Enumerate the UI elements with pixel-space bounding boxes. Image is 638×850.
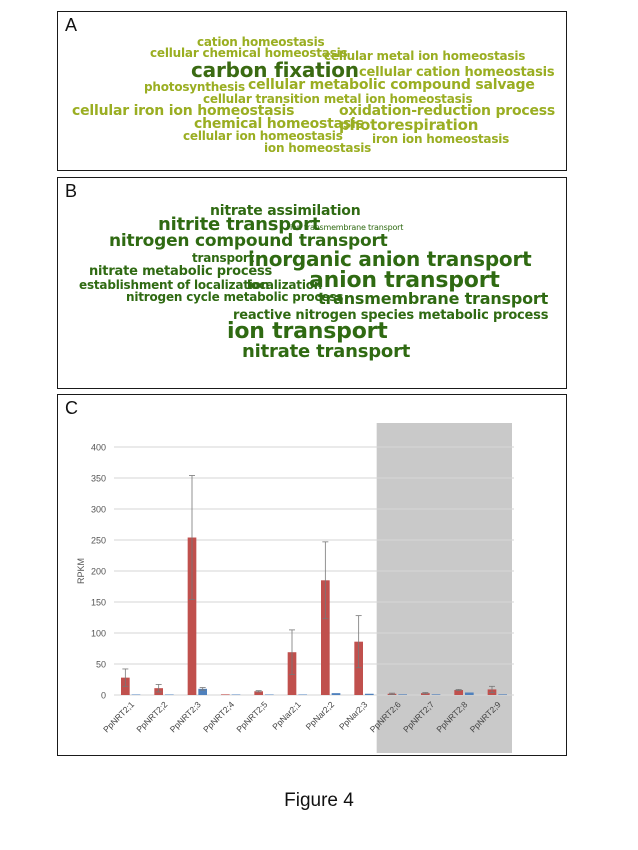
y-tick-label: 400 [90,442,106,453]
panel-c [57,394,567,756]
x-tick-label: PpNRT2;7 [401,699,437,735]
y-tick-label: 250 [90,535,106,546]
word-transmembrane-transport: transmembrane transport [318,289,549,308]
figure-caption: Figure 4 [284,790,354,811]
word-transport: transport [192,251,255,265]
bar [432,694,441,695]
bar [265,695,274,696]
panel-b [57,177,567,389]
word-establishment-of-localization: establishment of localization [79,278,270,292]
x-tick-label: PpNar2;3 [336,699,370,732]
bar [332,693,341,695]
x-tick-label: PpNRT2;3 [167,699,203,735]
bar [221,694,230,695]
x-tick-label: PpNRT2;1 [101,699,137,735]
y-tick-label: 100 [90,628,106,639]
bar [132,695,141,696]
word-carbon-fixation: carbon fixation [191,58,359,82]
word-ion-transmembrane-transport: ion transmembrane transport [290,223,404,232]
word-oxidation-reduction-process: oxidation-reduction process [339,103,556,119]
word-cellular-cation-homeostasis: cellular cation homeostasis [359,65,555,80]
word-nitrogen-compound-transport: nitrogen compound transport [109,231,388,251]
word-chemical-homeostasis: chemical homeostasis [194,116,364,132]
panel-b-label: B [65,181,78,201]
word-ion-homeostasis: ion homeostasis [264,141,372,155]
x-tick-label: PpNar2;2 [303,699,337,732]
word-ion-transport: ion transport [227,319,388,344]
bar [365,694,374,695]
word-cation-homeostasis: cation homeostasis [197,35,325,49]
y-tick-label: 300 [90,504,106,515]
x-tick-label: PpNar2;1 [270,699,303,732]
panel-a [57,11,567,171]
word-cellular-chemical-homeostasis: cellular chemical homeostasis [150,46,348,60]
word-photorespiration: photorespiration [339,116,479,134]
panel-a-label: A [65,15,78,35]
word-cellular-ion-homeostasis: cellular ion homeostasis [183,129,343,143]
bar [398,694,407,695]
word-nitrate-assimilation: nitrate assimilation [210,203,361,219]
y-tick-label: 150 [90,597,106,608]
x-tick-label: PpNRT2;9 [467,699,503,735]
word-cellular-metabolic-compound-salvage: cellular metabolic compound salvage [248,77,535,93]
bar [165,695,174,696]
word-nitrate-transport: nitrate transport [242,341,411,362]
x-tick-label: PpNRT2;6 [367,699,403,735]
rpkm-bar-chart [58,395,566,755]
word-photosynthesis: photosynthesis [144,80,245,94]
word-cellular-iron-ion-homeostasis: cellular iron ion homeostasis [72,103,295,119]
word-cellular-transition-metal-ion-homeostasis: cellular transition metal ion homeostasis [203,92,473,106]
bar [498,694,507,695]
panel-c-label: C [65,398,78,418]
word-nitrogen-cycle-metabolic-process: nitrogen cycle metabolic process [126,290,344,304]
y-tick-label: 50 [95,659,106,670]
bar [232,695,241,696]
y-tick-label: 350 [90,473,106,484]
word-nitrite-transport: nitrite transport [158,214,321,235]
word-localization: localization [247,278,323,292]
x-tick-label: PpNRT2;8 [434,699,470,735]
word-inorganic-anion-transport: inorganic anion transport [248,247,532,271]
x-tick-label: PpNRT2;5 [234,699,270,735]
word-nitrate-metabolic-process: nitrate metabolic process [89,264,273,279]
bar [465,693,474,695]
y-axis-label: RPKM [76,557,86,585]
y-tick-label: 0 [100,690,106,701]
word-anion-transport: anion transport [309,268,500,293]
word-iron-ion-homeostasis: iron ion homeostasis [372,132,510,146]
bar [298,695,307,696]
word-reactive-nitrogen-species-metabolic-process: reactive nitrogen species metabolic process [233,308,549,323]
y-tick-label: 200 [90,566,106,577]
x-tick-label: PpNRT2;2 [134,699,170,735]
x-tick-label: PpNRT2;4 [201,699,237,735]
word-cellular-metal-ion-homeostasis: cellular metal ion homeostasis [324,49,526,63]
